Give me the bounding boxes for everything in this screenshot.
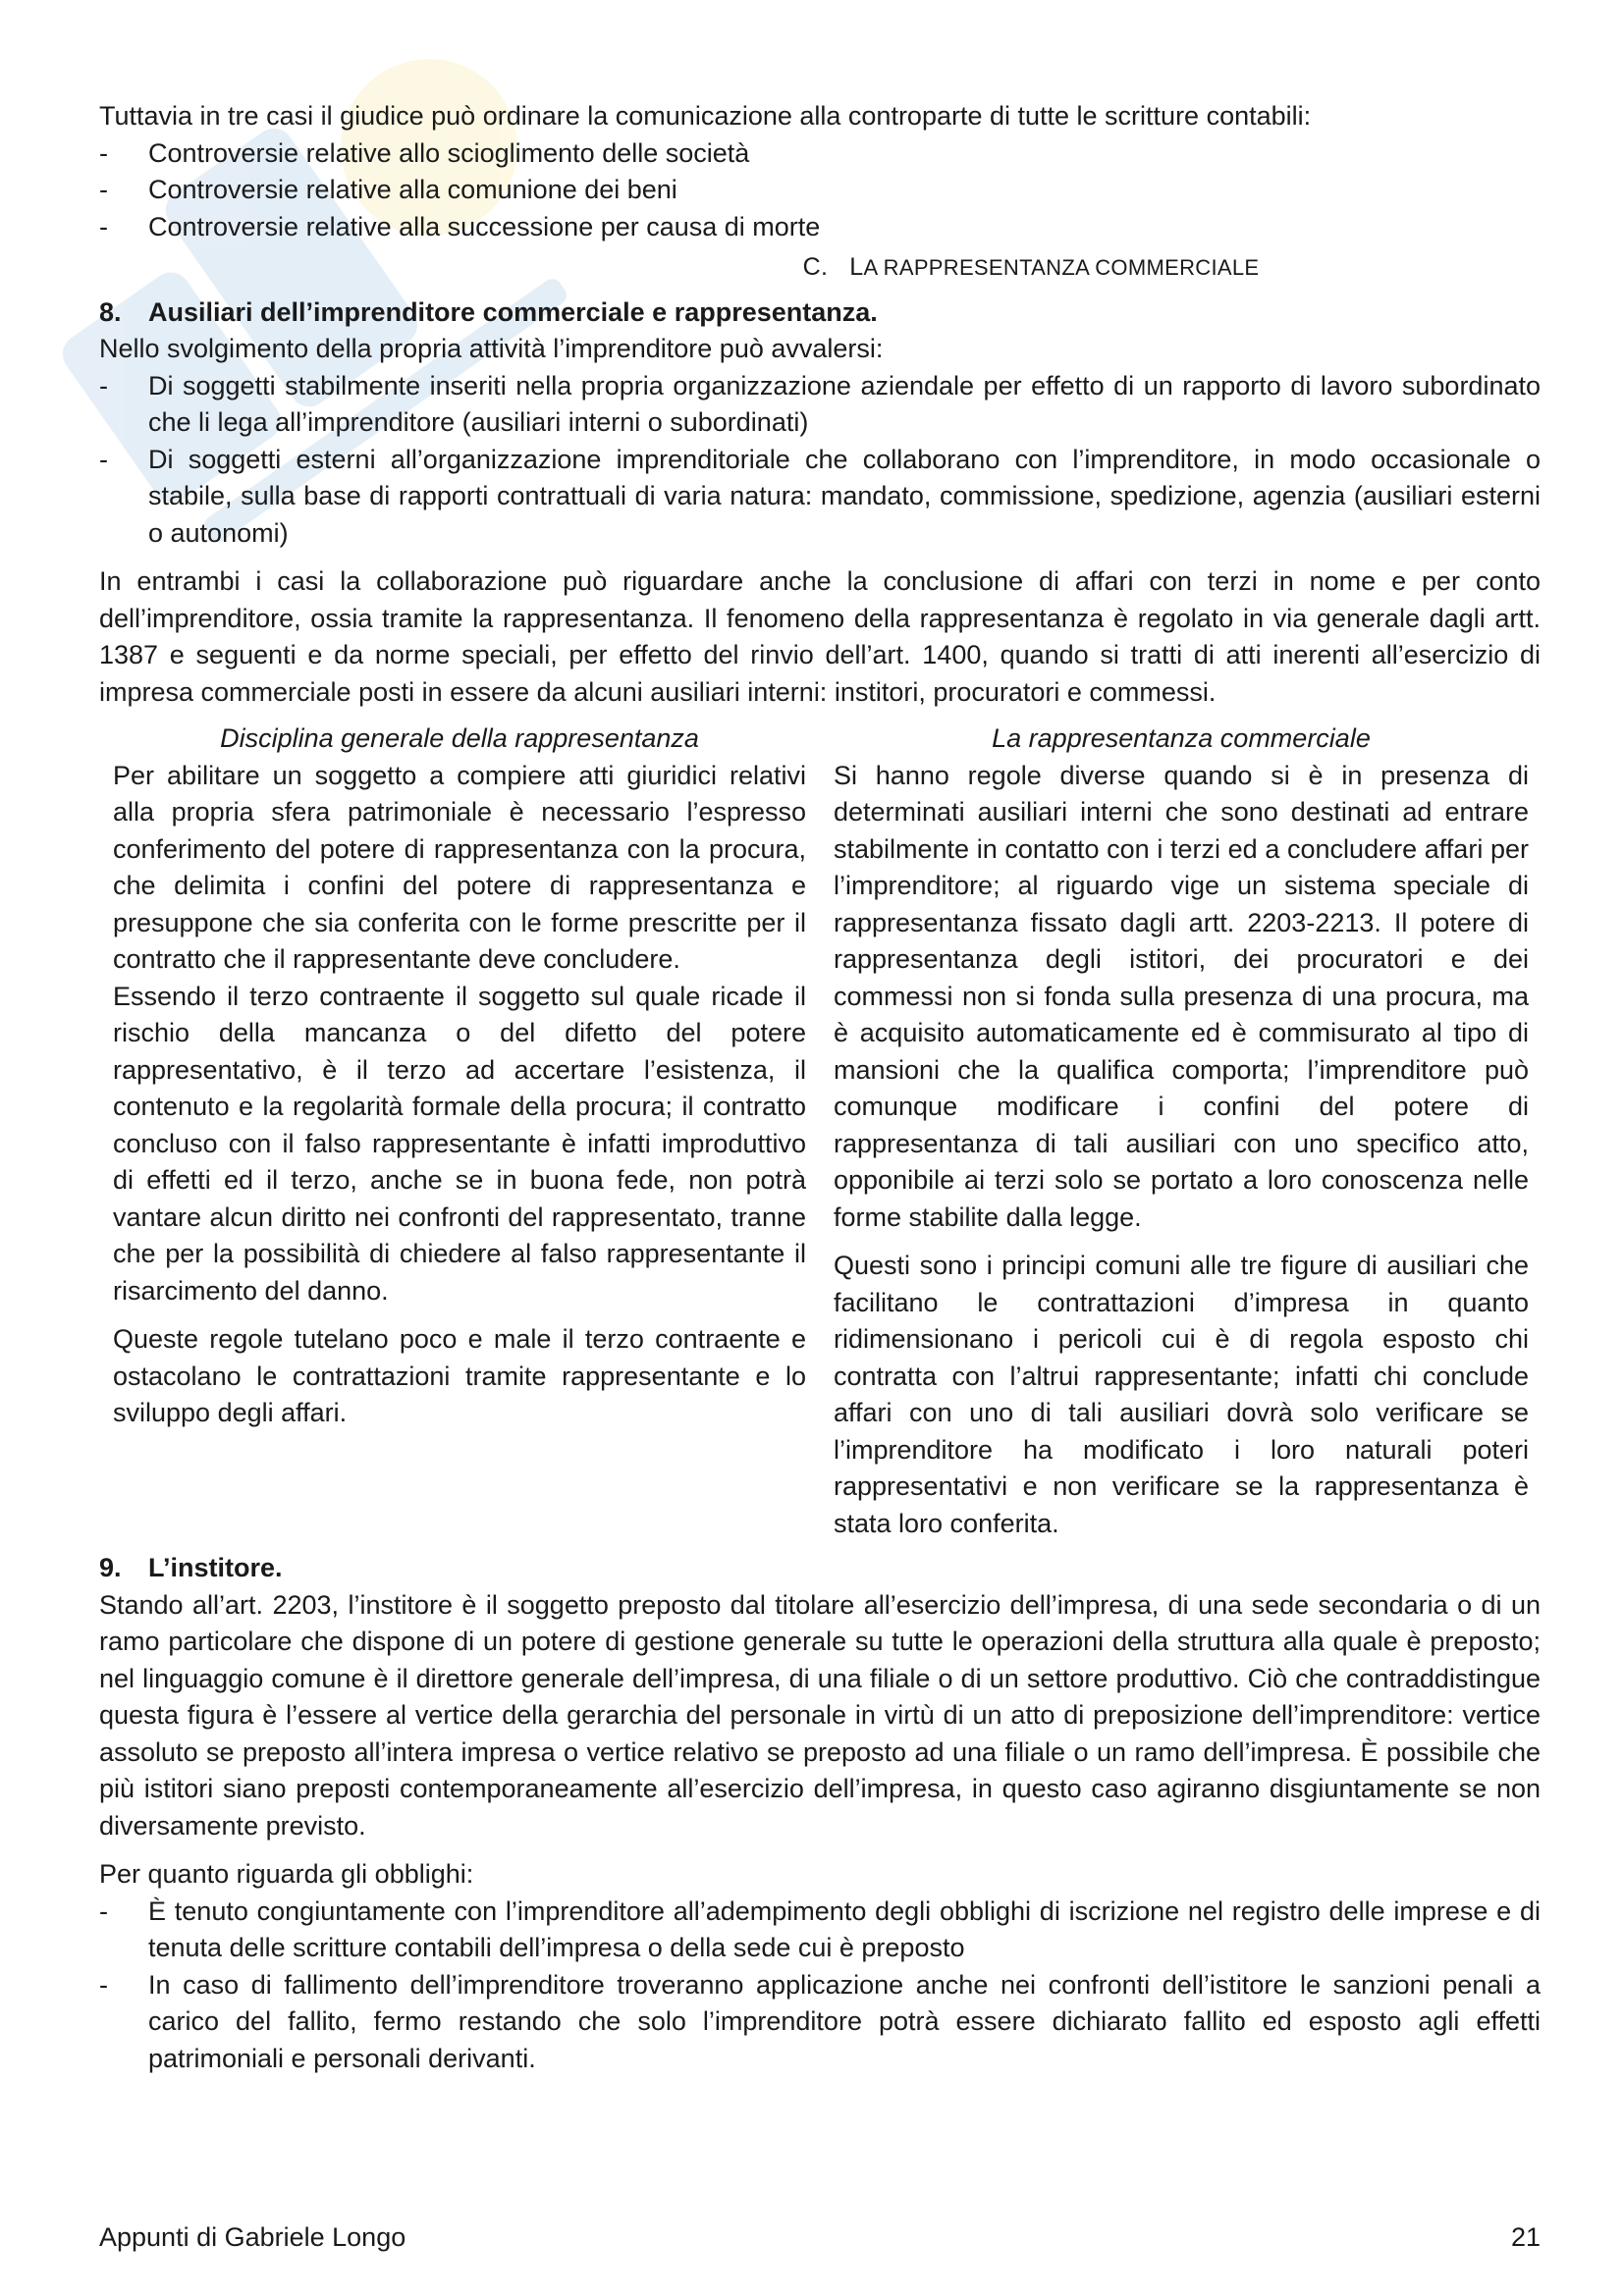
left-column-p1: Per abilitare un soggetto a compiere atti giuridici relativi alla propria sfera patrimoniale è necessario l’espresso conferimento del potere di rappresentanza con la procura, che delimita i confini del potere di rappresentanza e presuppone che sia conferita con le forme prescritte per il contratto che il rappresentante deve concludere. (113, 760, 806, 974)
list-item: - Di soggetti stabilmente inseriti nella propria organizzazione aziendale per effetto di un rapporto di lavoro subordinato che li lega all’imprenditore (ausiliari interni o subordinati) (99, 368, 1541, 442)
right-column (834, 721, 1529, 1542)
page-content (99, 98, 1541, 2077)
section-title: A RAPPRESENTANZA COMMERCIALE (863, 255, 1260, 280)
heading-9-title: L’institore. (148, 1553, 283, 1582)
page-footer (99, 2222, 1541, 2253)
section-number: C. (802, 253, 829, 281)
right-column-p2: Questi sono i principi comuni alle tre figure di ausiliari che facilitano le contrattazioni d’impresa in quanto ridimensionano i pericoli cui è di regola esposto chi contratta con l’altrui rappresentante; infatti chi conclude affari con uno di tali ausiliari dovrà solo verificare se l’imprenditore ha modificato i loro naturali poteri rappresentativi e non verificare se la rappresentanza è stata loro conferita. (834, 1251, 1529, 1538)
left-column-p2: Essendo il terzo contraente il soggetto sul quale ricade il rischio della mancanza o del difetto del potere rappresentativo, è il terzo ad accertare l’esistenza, il contenuto e la regolarità formale della procura; il contratto concluso con il falso rappresentante è infatti improduttivo di effetti ed il terzo, anche se in buona fede, non potrà vantare alcun diritto nei confronti del rappresentato, tranne che per la possibilità di chiedere al falso rappresentante il risarcimento del danno. (113, 981, 806, 1306)
s9-obligations-intro: Per quanto riguarda gli obblighi: (99, 1859, 474, 1889)
heading-8 (99, 294, 1541, 332)
left-column-p3: Queste regole tutelano poco e male il terzo contraente e ostacolano le contrattazioni tramite rappresentante e lo sviluppo degli affari. (113, 1324, 806, 1427)
list-item: - Controversie relative alla successione per causa di morte (99, 209, 1541, 246)
right-column-title: La rappresentanza commerciale (992, 723, 1371, 753)
left-column (99, 721, 806, 1542)
list-item: - In caso di fallimento dell’imprenditore troveranno applicazione anche nei confronti dell’istitore le sanzioni penali a carico del fallito, fermo restando che solo l’imprenditore potrà essere dichiarato fallito ed esposto agli effetti patrimoniali e personali derivanti. (99, 1967, 1541, 2078)
heading-9-number: 9. (99, 1553, 122, 1582)
list-item: - Di soggetti esterni all’organizzazione imprenditoriale che collaborano con l’imprenditore, in modo occasionale o stabile, sulla base di rapporti contrattuali di varia natura: mandato, commissione, spedizione, agenzia (ausiliari esterni o autonomi) (99, 442, 1541, 553)
s8-paragraph: In entrambi i casi la collaborazione può riguardare anche la conclusione di affari con terzi in nome e per conto dell’imprenditore, ossia tramite la rappresentanza. Il fenomeno della rappresentanza è regolato in via generale dagli artt. 1387 e seguenti e da norme speciali, per effetto del rinvio dell’art. 1400, quando si tratti di atti inerenti all’esercizio di impresa commerciale posti in essere da alcuni ausiliari interni: institori, procuratori e commessi. (99, 566, 1541, 707)
left-column-title: Disciplina generale della rappresentanza (220, 723, 699, 753)
intro-text: Tuttavia in tre casi il giudice può ordinare la comunicazione alla controparte di tutte le scritture contabili: (99, 101, 1312, 131)
right-column-p1: Si hanno regole diverse quando si è in presenza di determinati ausiliari interni che sono destinati ad entrare stabilmente in contatto con i terzi ed a concludere affari per l’imprenditore; al riguardo vige un sistema speciale di rappresentanza fissato dagli artt. 2203-2213. Il potere di rappresentanza degli istitori, dei procuratori e dei commessi non si fonda sulla presenza di una procura, ma è acquisito automaticamente ed è commisurato al tipo di mansioni che la qualifica comporta; l’imprenditore può comunque modificare i confini del potere di rappresentanza di tali ausiliari con uno specifico atto, opponibile ai terzi solo se portato a loro conoscenza nelle forme stabilite dalla legge. (834, 760, 1529, 1232)
s8-list (99, 368, 1541, 553)
footer-author: Appunti di Gabriele Longo (99, 2222, 406, 2252)
section-heading (521, 249, 1541, 287)
two-columns (99, 721, 1541, 1542)
page-number: 21 (1510, 2222, 1541, 2252)
heading-8-number: 8. (99, 296, 122, 327)
list-item: - È tenuto congiuntamente con l’imprenditore all’adempimento degli obblighi di iscrizione nel registro delle imprese e di tenuta delle scritture contabili dell’impresa o della sede cui è preposto (99, 1894, 1541, 1967)
s8-intro: Nello svolgimento della propria attività l’imprenditore può avvalersi: (99, 334, 884, 363)
s9-paragraph: Stando all’art. 2203, l’institore è il soggetto preposto dal titolare all’esercizio dell’impresa, di una sede secondaria o di un ramo particolare che dispone di un potere di gestione generale su tutte le operazioni della struttura alla quale è preposto; nel linguaggio comune è il direttore generale dell’impresa, di una filiale o di un settore produttivo. Ciò che contraddistingue questa figura è l’essere al vertice della gerarchia del personale in virtù di un atto di preposizione dell’imprenditore: vertice assoluto se preposto all’intera impresa o vertice relativo se preposto ad una filiale o un ramo dell’impresa. È possibile che più istitori siano preposti contemporaneamente all’esercizio dell’impresa, in questo caso agiranno disgiuntamente se non diversamente previsto. (99, 1589, 1541, 1841)
intro-list (99, 135, 1541, 246)
section-first-letter: L (849, 253, 864, 281)
list-item: - Controversie relative allo scioglimento delle società (99, 135, 1541, 173)
heading-9 (99, 1550, 1541, 1587)
heading-8-title: Ausiliari dell’imprenditore commerciale e rappresentanza. (148, 296, 878, 327)
s9-list (99, 1894, 1541, 2078)
list-item: - Controversie relative alla comunione dei beni (99, 172, 1541, 209)
